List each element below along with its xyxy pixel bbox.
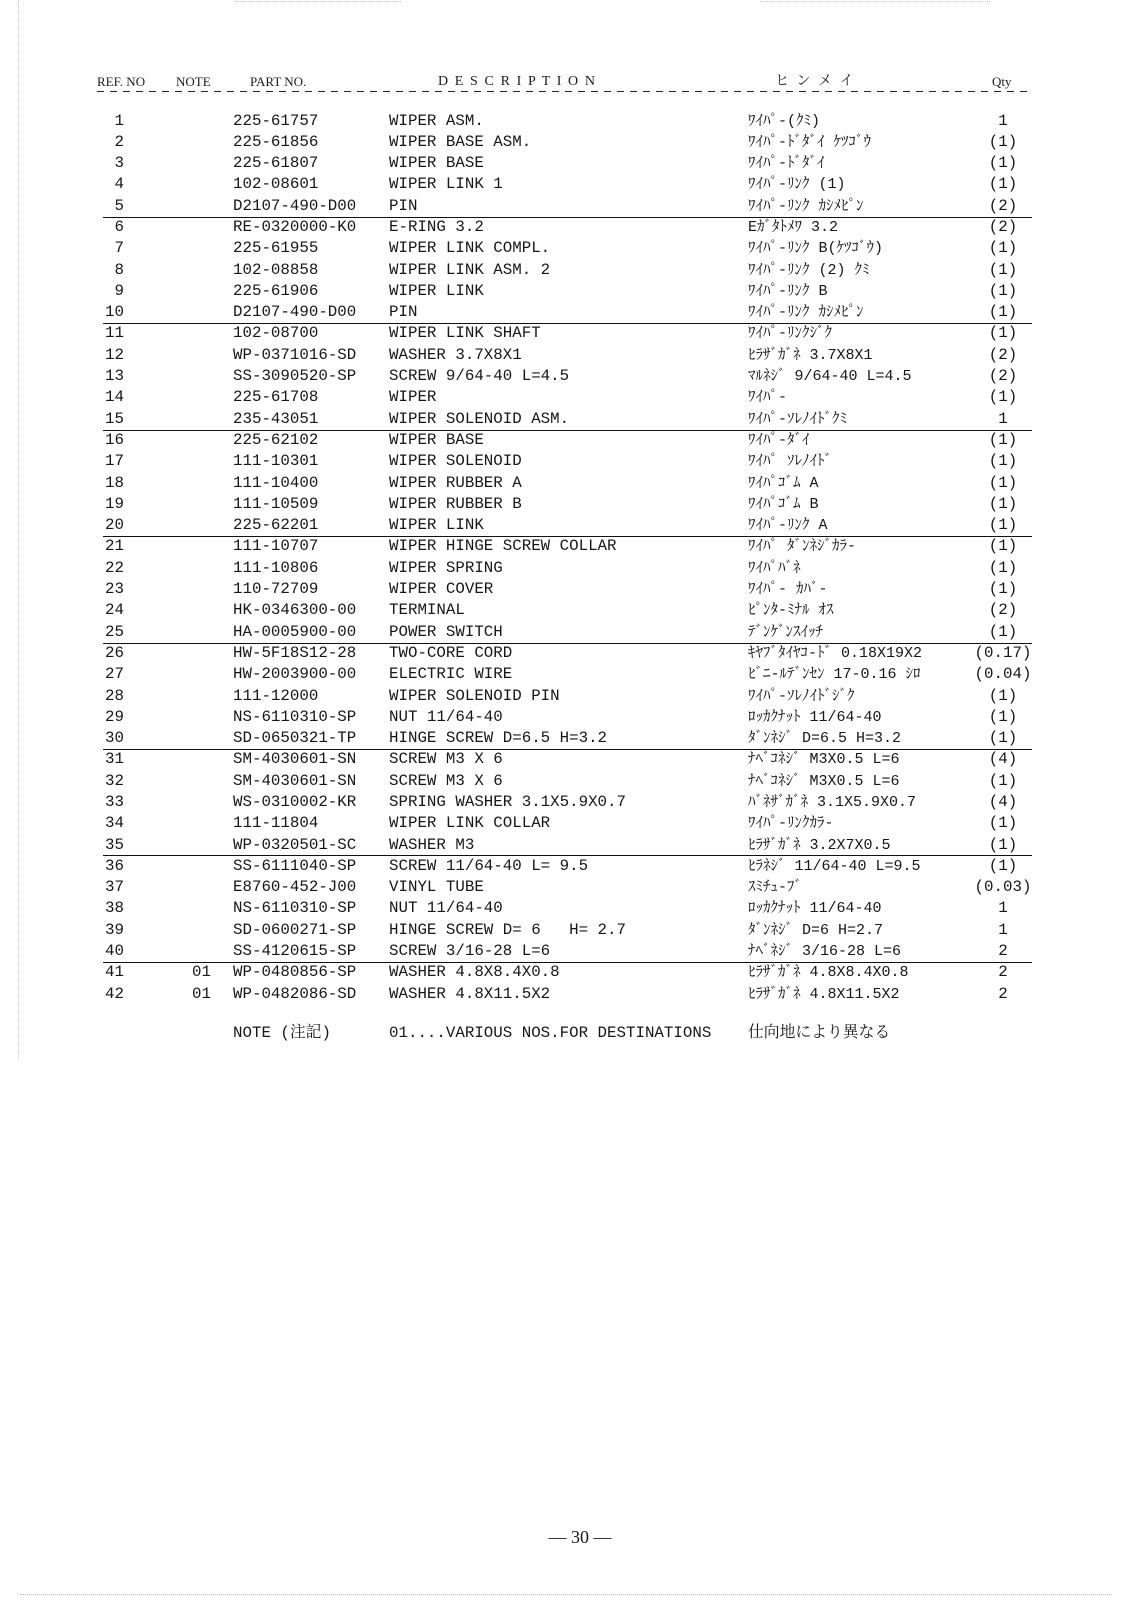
kana-name-cell: ﾋﾗｻﾞｶﾞﾈ 3.2X7X0.5 bbox=[748, 836, 891, 854]
footnote-label: NOTE (注記) bbox=[233, 1024, 331, 1042]
part-no-cell: NS-6110310-SP bbox=[233, 899, 357, 918]
qty-cell: (2) bbox=[988, 367, 1018, 386]
part-no-cell: 102-08601 bbox=[233, 175, 319, 194]
part-no-cell: HA-0005900-00 bbox=[233, 622, 357, 641]
qty-cell: (1) bbox=[988, 516, 1018, 535]
ref-no-cell: 20 bbox=[105, 516, 124, 535]
part-no-cell: SS-6111040-SP bbox=[233, 856, 357, 875]
kana-name-cell: ﾜｲﾊﾟ-ﾄﾞﾀﾞｲ ｹﾂｺﾞｳ bbox=[748, 133, 872, 151]
table-row bbox=[0, 877, 1132, 898]
table-row bbox=[0, 132, 1132, 153]
part-no-cell: 111-12000 bbox=[233, 686, 319, 705]
table-row bbox=[0, 174, 1132, 195]
kana-name-cell: ﾜｲﾊﾟ ｿﾚﾉｲﾄﾞ bbox=[748, 453, 833, 471]
description-cell: WIPER HINGE SCREW COLLAR bbox=[389, 537, 617, 556]
description-cell: NUT 11/64-40 bbox=[389, 707, 503, 726]
description-cell: WIPER SPRING bbox=[389, 558, 503, 577]
description-cell: VINYL TUBE bbox=[389, 878, 484, 897]
kana-name-cell: ｷﾔﾌﾞﾀｲﾔｺ-ﾄﾞ 0.18X19X2 bbox=[748, 644, 923, 662]
kana-name-cell: ﾊﾞﾈｻﾞｶﾞﾈ 3.1X5.9X0.7 bbox=[748, 794, 917, 811]
ref-no-cell: 21 bbox=[105, 537, 124, 556]
table-row bbox=[0, 707, 1132, 728]
kana-name-cell: ﾅﾍﾞｺﾈｼﾞ M3X0.5 L=6 bbox=[748, 751, 900, 769]
header-ref-no: REF. NO bbox=[97, 74, 146, 89]
ref-no-cell: 9 bbox=[114, 281, 124, 300]
footnote-japanese: 仕向地により異なる bbox=[748, 1024, 891, 1042]
ref-no-cell: 17 bbox=[105, 452, 124, 471]
qty-cell: 1 bbox=[998, 899, 1008, 918]
description-cell: WIPER BASE bbox=[389, 154, 484, 173]
scan-edge-top bbox=[760, 1, 990, 2]
description-cell: WASHER M3 bbox=[389, 835, 475, 854]
table-row bbox=[0, 664, 1132, 685]
table-row bbox=[0, 898, 1132, 919]
note-cell: 01 bbox=[192, 984, 211, 1003]
kana-name-cell: ﾜｲﾊﾟ- bbox=[748, 389, 788, 407]
ref-no-cell: 18 bbox=[105, 473, 124, 492]
qty-cell: (2) bbox=[988, 196, 1018, 215]
table-row bbox=[0, 473, 1132, 494]
kana-name-cell: ﾜｲﾊﾟ-ｿﾚﾉｲﾄﾞｸﾐ bbox=[748, 410, 848, 428]
ref-no-cell: 3 bbox=[114, 154, 124, 173]
ref-no-cell: 39 bbox=[105, 920, 124, 939]
header-part-no: PART NO. bbox=[250, 74, 307, 89]
table-row bbox=[0, 366, 1132, 387]
table-row bbox=[0, 813, 1132, 834]
description-cell: WIPER LINK COMPL. bbox=[389, 239, 551, 258]
qty-cell: (1) bbox=[988, 324, 1018, 343]
kana-name-cell: ﾜｲﾊﾟ- ｶﾊﾞ- bbox=[748, 581, 828, 599]
description-cell: TWO-CORE CORD bbox=[389, 643, 513, 662]
page-number: — 30 — bbox=[548, 1527, 612, 1547]
ref-no-cell: 36 bbox=[105, 856, 124, 875]
description-cell: WASHER 4.8X8.4X0.8 bbox=[389, 963, 560, 982]
qty-cell: (1) bbox=[988, 707, 1018, 726]
kana-name-cell: ﾜｲﾊﾟ-ﾀﾞｲ bbox=[748, 431, 810, 449]
qty-cell: 2 bbox=[998, 984, 1008, 1003]
description-cell: WIPER BASE bbox=[389, 430, 484, 449]
ref-no-cell: 29 bbox=[105, 707, 124, 726]
description-cell: SPRING WASHER 3.1X5.9X0.7 bbox=[389, 793, 626, 811]
kana-name-cell: ﾜｲﾊﾟﾊﾞﾈ bbox=[748, 559, 801, 577]
part-no-cell: HK-0346300-00 bbox=[233, 601, 357, 620]
description-cell: WASHER 4.8X11.5X2 bbox=[389, 984, 551, 1003]
table-row bbox=[0, 494, 1132, 515]
table-row bbox=[0, 941, 1132, 962]
qty-cell: (1) bbox=[988, 239, 1018, 258]
qty-cell: (2) bbox=[988, 217, 1018, 236]
ref-no-cell: 34 bbox=[105, 814, 124, 833]
qty-cell: (1) bbox=[988, 260, 1018, 279]
table-row bbox=[0, 600, 1132, 621]
kana-name-cell: ﾜｲﾊﾟ-ﾘﾝｸ (2) ｸﾐ bbox=[748, 261, 870, 279]
part-no-cell: 111-10301 bbox=[233, 452, 319, 471]
description-cell: PIN bbox=[389, 303, 418, 322]
scan-edge-top bbox=[236, 1, 401, 2]
table-row bbox=[0, 153, 1132, 174]
part-no-cell: WP-0480856-SP bbox=[233, 963, 357, 982]
part-no-cell: SS-4120615-SP bbox=[233, 942, 357, 961]
table-row bbox=[0, 856, 1132, 877]
kana-name-cell: ﾜｲﾊﾟ-ﾘﾝｸ (1) bbox=[748, 176, 846, 194]
ref-no-cell: 12 bbox=[105, 345, 124, 364]
table-row bbox=[0, 238, 1132, 259]
note-cell: 01 bbox=[192, 963, 211, 982]
part-no-cell: WP-0482086-SD bbox=[233, 984, 357, 1003]
description-cell: WIPER bbox=[389, 388, 437, 407]
part-no-cell: E8760-452-J00 bbox=[233, 878, 357, 897]
qty-cell: (1) bbox=[988, 175, 1018, 194]
kana-name-cell: ﾜｲﾊﾟ-ｿﾚﾉｲﾄﾞｼﾞｸ bbox=[748, 687, 855, 705]
part-no-cell: WP-0320501-SC bbox=[233, 835, 357, 854]
description-cell: SCREW M3 X 6 bbox=[389, 750, 503, 769]
kana-name-cell: ﾜｲﾊﾟ-ﾘﾝｸ B bbox=[748, 282, 828, 300]
ref-no-cell: 4 bbox=[114, 175, 124, 194]
scan-edge-bottom bbox=[20, 1594, 1112, 1595]
qty-cell: (1) bbox=[988, 622, 1018, 641]
qty-cell: (1) bbox=[988, 729, 1018, 748]
table-row bbox=[0, 749, 1132, 770]
part-no-cell: 111-10707 bbox=[233, 537, 319, 556]
kana-name-cell: ﾜｲﾊﾟ ﾀﾞﾝﾈｼﾞｶﾗ- bbox=[748, 538, 857, 556]
table-row bbox=[0, 260, 1132, 281]
table-row bbox=[0, 835, 1132, 856]
table-row bbox=[0, 643, 1132, 664]
table-row bbox=[0, 302, 1132, 323]
description-cell: WIPER LINK ASM. 2 bbox=[389, 260, 551, 279]
kana-name-cell: ﾋﾟﾝﾀ-ﾐﾅﾙ ｵｽ bbox=[748, 602, 834, 620]
qty-cell: (1) bbox=[988, 154, 1018, 173]
footnote-text: 01....VARIOUS NOS.FOR DESTINATIONS bbox=[389, 1024, 712, 1042]
table-row bbox=[0, 728, 1132, 749]
table-row bbox=[0, 111, 1132, 132]
qty-cell: (2) bbox=[988, 345, 1018, 364]
part-no-cell: 102-08700 bbox=[233, 324, 319, 343]
part-no-cell: 225-61906 bbox=[233, 281, 319, 300]
qty-cell: (1) bbox=[988, 430, 1018, 449]
qty-cell: (1) bbox=[988, 303, 1018, 322]
description-cell: WIPER ASM. bbox=[389, 111, 484, 130]
kana-name-cell: ﾀﾞﾝﾈｼﾞ D=6 H=2.7 bbox=[748, 921, 884, 939]
kana-name-cell: ﾅﾍﾞｺﾈｼﾞ M3X0.5 L=6 bbox=[748, 772, 900, 790]
ref-no-cell: 35 bbox=[105, 835, 124, 854]
qty-cell: (1) bbox=[988, 537, 1018, 556]
ref-no-cell: 41 bbox=[105, 963, 124, 982]
ref-no-cell: 28 bbox=[105, 686, 124, 705]
kana-name-cell: ﾋﾗｻﾞｶﾞﾈ 4.8X11.5X2 bbox=[748, 985, 900, 1003]
kana-name-cell: ﾃﾞﾝｹﾞﾝｽｲｯﾁ bbox=[748, 623, 824, 641]
description-cell: WIPER RUBBER B bbox=[389, 494, 522, 513]
kana-name-cell: ﾜｲﾊﾟ-ﾘﾝｸ A bbox=[748, 517, 828, 535]
ref-no-cell: 40 bbox=[105, 942, 124, 961]
description-cell: WIPER COVER bbox=[389, 580, 494, 599]
table-row bbox=[0, 515, 1132, 536]
part-no-cell: 111-10400 bbox=[233, 473, 319, 492]
part-no-cell: 111-11804 bbox=[233, 814, 319, 833]
table-row bbox=[0, 196, 1132, 217]
ref-no-cell: 10 bbox=[105, 303, 124, 322]
qty-cell: 1 bbox=[998, 409, 1008, 428]
description-cell: SCREW M3 X 6 bbox=[389, 771, 503, 790]
part-no-cell: 110-72709 bbox=[233, 580, 319, 599]
qty-cell: (0.03) bbox=[974, 878, 1032, 897]
kana-name-cell: ﾋﾞﾆ-ﾙﾃﾞﾝｾﾝ 17-0.16 ｼﾛ bbox=[748, 666, 921, 684]
table-row bbox=[0, 323, 1132, 344]
qty-cell: 1 bbox=[998, 920, 1008, 939]
header-qty: Qty bbox=[992, 74, 1012, 89]
kana-name-cell: ﾅﾍﾞﾈｼﾞ 3/16-28 L=6 bbox=[748, 943, 902, 961]
ref-no-cell: 7 bbox=[114, 239, 124, 258]
ref-no-cell: 23 bbox=[105, 580, 124, 599]
table-row bbox=[0, 451, 1132, 472]
kana-name-cell: ﾀﾞﾝﾈｼﾞ D=6.5 H=3.2 bbox=[748, 730, 902, 748]
qty-cell: (1) bbox=[988, 835, 1018, 854]
ref-no-cell: 33 bbox=[105, 793, 124, 811]
description-cell: WIPER SOLENOID PIN bbox=[389, 686, 560, 705]
kana-name-cell: ﾜｲﾊﾟ-ﾘﾝｸ B(ｹﾂｺﾞｳ) bbox=[748, 240, 884, 258]
kana-name-cell: ﾜｲﾊﾟ-ﾄﾞﾀﾞｲ bbox=[748, 155, 825, 173]
description-cell: PIN bbox=[389, 196, 418, 215]
part-no-cell: SM-4030601-SN bbox=[233, 771, 357, 790]
ref-no-cell: 24 bbox=[105, 601, 124, 620]
table-row bbox=[0, 281, 1132, 302]
ref-no-cell: 38 bbox=[105, 899, 124, 918]
table-row bbox=[0, 579, 1132, 600]
part-no-cell: NS-6110310-SP bbox=[233, 707, 357, 726]
ref-no-cell: 32 bbox=[105, 771, 124, 790]
description-cell: WIPER SOLENOID ASM. bbox=[389, 409, 570, 428]
description-cell: NUT 11/64-40 bbox=[389, 899, 503, 918]
table-row bbox=[0, 409, 1132, 430]
description-cell: WIPER SOLENOID bbox=[389, 452, 522, 471]
table-row bbox=[0, 558, 1132, 579]
description-cell: WIPER RUBBER A bbox=[389, 473, 522, 492]
part-no-cell: WP-0371016-SD bbox=[233, 345, 357, 364]
ref-no-cell: 42 bbox=[105, 984, 124, 1003]
description-cell: WIPER LINK SHAFT bbox=[389, 324, 541, 343]
ref-no-cell: 5 bbox=[114, 196, 124, 215]
part-no-cell: WS-0310002-KR bbox=[233, 793, 357, 811]
ref-no-cell: 22 bbox=[105, 558, 124, 577]
kana-name-cell: ﾜｲﾊﾟ-ﾘﾝｸ ｶｼﾒﾋﾟﾝ bbox=[748, 304, 864, 322]
ref-no-cell: 27 bbox=[105, 665, 124, 684]
table-row bbox=[0, 345, 1132, 366]
ref-no-cell: 11 bbox=[105, 324, 124, 343]
description-cell: E-RING 3.2 bbox=[389, 217, 484, 236]
part-no-cell: 225-61955 bbox=[233, 239, 319, 258]
description-cell: WIPER LINK bbox=[389, 281, 484, 300]
ref-no-cell: 6 bbox=[114, 217, 124, 236]
ref-no-cell: 1 bbox=[114, 111, 124, 130]
table-row bbox=[0, 217, 1132, 238]
description-cell: SCREW 3/16-28 L=6 bbox=[389, 942, 551, 961]
ref-no-cell: 26 bbox=[105, 643, 124, 662]
description-cell: HINGE SCREW D= 6 H= 2.7 bbox=[389, 920, 626, 939]
part-no-cell: HW-5F18S12-28 bbox=[233, 643, 357, 662]
part-no-cell: D2107-490-D00 bbox=[233, 303, 357, 322]
part-no-cell: SM-4030601-SN bbox=[233, 750, 357, 769]
table-row bbox=[0, 622, 1132, 643]
header-note: NOTE bbox=[176, 74, 211, 89]
qty-cell: (1) bbox=[988, 473, 1018, 492]
kana-name-cell: ﾜｲﾊﾟｺﾞﾑ B bbox=[748, 495, 819, 513]
qty-cell: (1) bbox=[988, 494, 1018, 513]
kana-name-cell: Eｶﾞﾀﾄﾒﾜ 3.2 bbox=[748, 218, 839, 236]
header-dashed-rule bbox=[97, 91, 1027, 92]
qty-cell: (1) bbox=[988, 281, 1018, 300]
part-no-cell: 235-43051 bbox=[233, 409, 319, 428]
part-no-cell: 111-10509 bbox=[233, 494, 319, 513]
part-no-cell: SD-0650321-TP bbox=[233, 729, 357, 748]
part-no-cell: 225-61757 bbox=[233, 111, 319, 130]
qty-cell: (1) bbox=[988, 580, 1018, 599]
part-no-cell: 225-61708 bbox=[233, 388, 319, 407]
ref-no-cell: 14 bbox=[105, 388, 124, 407]
qty-cell: (1) bbox=[988, 558, 1018, 577]
part-no-cell: 225-62201 bbox=[233, 516, 319, 535]
qty-cell: (1) bbox=[988, 856, 1018, 875]
part-no-cell: HW-2003900-00 bbox=[233, 665, 357, 684]
kana-name-cell: ﾛｯｶｸﾅｯﾄ 11/64-40 bbox=[748, 708, 882, 726]
qty-cell: (0.17) bbox=[974, 643, 1032, 662]
description-cell: TERMINAL bbox=[389, 601, 465, 620]
description-cell: WIPER LINK bbox=[389, 516, 484, 535]
description-cell: SCREW 9/64-40 L=4.5 bbox=[389, 367, 570, 386]
ref-no-cell: 25 bbox=[105, 622, 124, 641]
description-cell: POWER SWITCH bbox=[389, 622, 503, 641]
qty-cell: (4) bbox=[988, 793, 1018, 811]
parts-table-body bbox=[0, 111, 1132, 1005]
table-row bbox=[0, 920, 1132, 941]
description-cell: WIPER BASE ASM. bbox=[389, 132, 532, 151]
kana-name-cell: ﾏﾙﾈｼﾞ 9/64-40 L=4.5 bbox=[748, 368, 912, 386]
ref-no-cell: 13 bbox=[105, 367, 124, 386]
table-row bbox=[0, 686, 1132, 707]
kana-name-cell: ﾜｲﾊﾟｺﾞﾑ A bbox=[748, 474, 819, 492]
table-row bbox=[0, 984, 1132, 1005]
qty-cell: (1) bbox=[988, 132, 1018, 151]
kana-name-cell: ｽﾐﾁｭ-ﾌﾞ bbox=[748, 879, 803, 897]
qty-cell: (1) bbox=[988, 814, 1018, 833]
description-cell: WIPER LINK 1 bbox=[389, 175, 503, 194]
table-row bbox=[0, 430, 1132, 451]
kana-name-cell: ﾜｲﾊﾟ-ﾘﾝｸｶﾗ- bbox=[748, 815, 834, 833]
part-no-cell: SD-0600271-SP bbox=[233, 920, 357, 939]
description-cell: ELECTRIC WIRE bbox=[389, 665, 513, 684]
ref-no-cell: 31 bbox=[105, 750, 124, 769]
qty-cell: 2 bbox=[998, 963, 1008, 982]
description-cell: SCREW 11/64-40 L= 9.5 bbox=[389, 856, 589, 875]
qty-cell: (4) bbox=[988, 750, 1018, 769]
part-no-cell: 225-61856 bbox=[233, 132, 319, 151]
qty-cell: 2 bbox=[998, 942, 1008, 961]
ref-no-cell: 16 bbox=[105, 430, 124, 449]
part-no-cell: 102-08858 bbox=[233, 260, 319, 279]
header-kana-name: ヒ ン メ イ bbox=[775, 74, 856, 89]
part-no-cell: 225-62102 bbox=[233, 430, 319, 449]
qty-cell: (1) bbox=[988, 388, 1018, 407]
part-no-cell: 111-10806 bbox=[233, 558, 319, 577]
description-cell: HINGE SCREW D=6.5 H=3.2 bbox=[389, 729, 608, 748]
qty-cell: (0.04) bbox=[974, 665, 1032, 684]
ref-no-cell: 15 bbox=[105, 409, 124, 428]
ref-no-cell: 37 bbox=[105, 878, 124, 897]
qty-cell: (1) bbox=[988, 686, 1018, 705]
part-no-cell: D2107-490-D00 bbox=[233, 196, 357, 215]
table-row bbox=[0, 771, 1132, 792]
table-row bbox=[0, 792, 1132, 813]
kana-name-cell: ﾜｲﾊﾟ-ﾘﾝｸｼﾞｸ bbox=[748, 325, 833, 343]
kana-name-cell: ﾋﾗｻﾞｶﾞﾈ 4.8X8.4X0.8 bbox=[748, 964, 909, 982]
ref-no-cell: 30 bbox=[105, 729, 124, 748]
kana-name-cell: ﾋﾗﾈｼﾞ 11/64-40 L=9.5 bbox=[748, 857, 921, 875]
qty-cell: (1) bbox=[988, 452, 1018, 471]
kana-name-cell: ﾜｲﾊﾟ-(ｸﾐ) bbox=[748, 112, 821, 130]
description-cell: WIPER LINK COLLAR bbox=[389, 814, 551, 833]
table-row bbox=[0, 536, 1132, 557]
part-no-cell: RE-0320000-K0 bbox=[233, 217, 357, 236]
ref-no-cell: 19 bbox=[105, 494, 124, 513]
kana-name-cell: ﾛｯｶｸﾅｯﾄ 11/64-40 bbox=[748, 900, 882, 918]
part-no-cell: SS-3090520-SP bbox=[233, 367, 357, 386]
description-cell: WASHER 3.7X8X1 bbox=[389, 345, 522, 364]
qty-cell: 1 bbox=[998, 111, 1008, 130]
ref-no-cell: 8 bbox=[114, 260, 124, 279]
kana-name-cell: ﾋﾗｻﾞｶﾞﾈ 3.7X8X1 bbox=[748, 346, 873, 364]
header-description: D E S C R I P T I O N bbox=[438, 74, 597, 89]
table-row bbox=[0, 962, 1132, 983]
kana-name-cell: ﾜｲﾊﾟ-ﾘﾝｸ ｶｼﾒﾋﾟﾝ bbox=[748, 197, 864, 215]
part-no-cell: 225-61807 bbox=[233, 154, 319, 173]
qty-cell: (2) bbox=[988, 601, 1018, 620]
table-row bbox=[0, 387, 1132, 408]
qty-cell: (1) bbox=[988, 771, 1018, 790]
ref-no-cell: 2 bbox=[114, 132, 124, 151]
